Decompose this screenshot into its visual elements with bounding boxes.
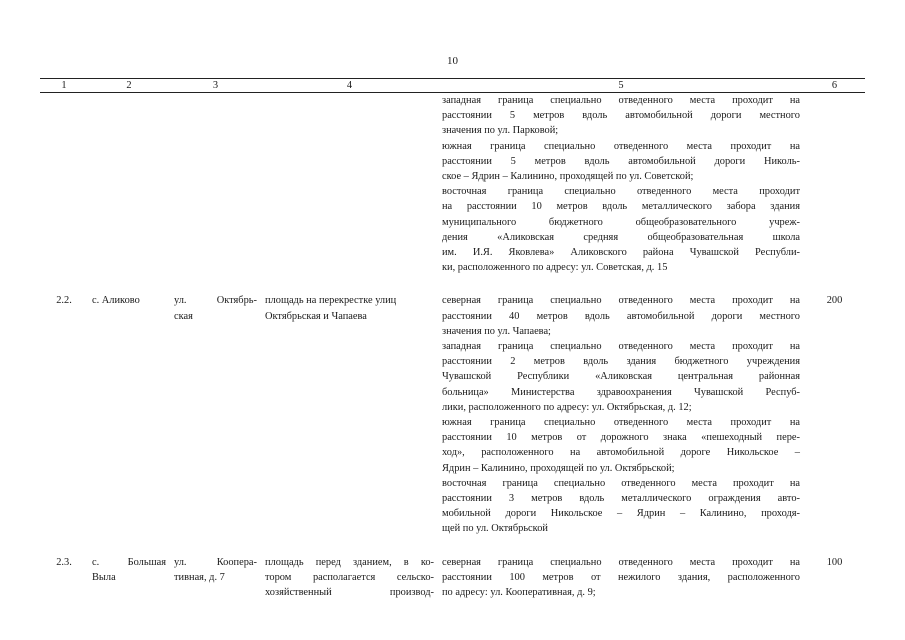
table-row bbox=[40, 293, 865, 536]
count-cell: 200 bbox=[826, 295, 843, 307]
continuation-description: западная граница специально отведенного места проходит на расстоянии 5 метров вдоль автомобильной дороги местного значения по ул. Парковой; южная граница специально отведенного места проходит на расстоянии 5 метров вдоль автомобильной дороги Николь- ское – Ядрин – Калинино, проходящей по ул. Советской; восточная граница специально отведенного места проходит на расстоянии 10 метров вдоль металлического забора здания муниципального бюджетного общеобразовательного учреж- дения «Аликовская средняя общеобразовательная школа им. И.Я. Яковлева» Аликовского района Чувашской Республи- ки, расположенного по адресу: ул. Советская, д. 15 bbox=[442, 95, 800, 274]
table-row bbox=[40, 555, 865, 601]
page-number: 10 bbox=[447, 55, 458, 67]
column-header-4: 4 bbox=[261, 79, 438, 93]
column-header-5: 5 bbox=[438, 79, 804, 93]
location-cell: площадь на перекрестке улиц Октябрьская и Чапаева bbox=[265, 295, 397, 322]
description-cell: северная граница специально отведенного места проходит на расстоянии 100 метров от нежилого здания, расположенного по адресу: ул. Кооперативная, д. 9; bbox=[442, 556, 800, 599]
description-cell: северная граница специально отведенного места проходит на расстоянии 40 метров вдоль автомобильной дороги местного значения по ул. Чапаева; западная граница специально отведенного места проходит на расстоянии 2 метров вдоль здания бюджетного учреждения Чувашской Республики «Аликовская центральная районная больница» Министерства здравоохранения Чувашской Респуб- лики, расположенного по адресу: ул. Октябрьская, д. 12; южная граница специально отведенного места проходит на расстоянии 10 метров от дорожного знака «пешеходный пере- ход», расположенного на автомобильной дороге Никольское – Ядрин – Калинино, проходящей по ул. Октябрьской; восточная граница специально отведенного места проходит на расстоянии 3 метров вдоль металлического ограждения авто- мобильной дороги Никольское – Ядрин – Калинино, проходя- щей по ул. Октябрьской bbox=[442, 295, 800, 535]
location-cell: площадь перед зданием, в ко- тором располагается сельско- хозяйственный производ- bbox=[265, 556, 434, 599]
street-cell: ул. Коопера- тивная, д. 7 bbox=[174, 556, 257, 583]
count-cell: 100 bbox=[826, 556, 843, 568]
table-row bbox=[40, 93, 865, 276]
settlement-cell: с. Аликово bbox=[92, 295, 140, 307]
column-header-6: 6 bbox=[804, 79, 865, 93]
boundaries-table bbox=[40, 78, 865, 600]
column-header-2: 2 bbox=[88, 79, 170, 93]
column-header-3: 3 bbox=[170, 79, 261, 93]
column-header-1: 1 bbox=[40, 79, 88, 93]
table-header-row bbox=[40, 79, 865, 93]
settlement-cell: с. Большая Выла bbox=[92, 556, 166, 583]
street-cell: ул. Октябрь- ская bbox=[174, 295, 257, 322]
row-number: 2.3. bbox=[56, 556, 72, 568]
row-number: 2.2. bbox=[56, 295, 72, 307]
